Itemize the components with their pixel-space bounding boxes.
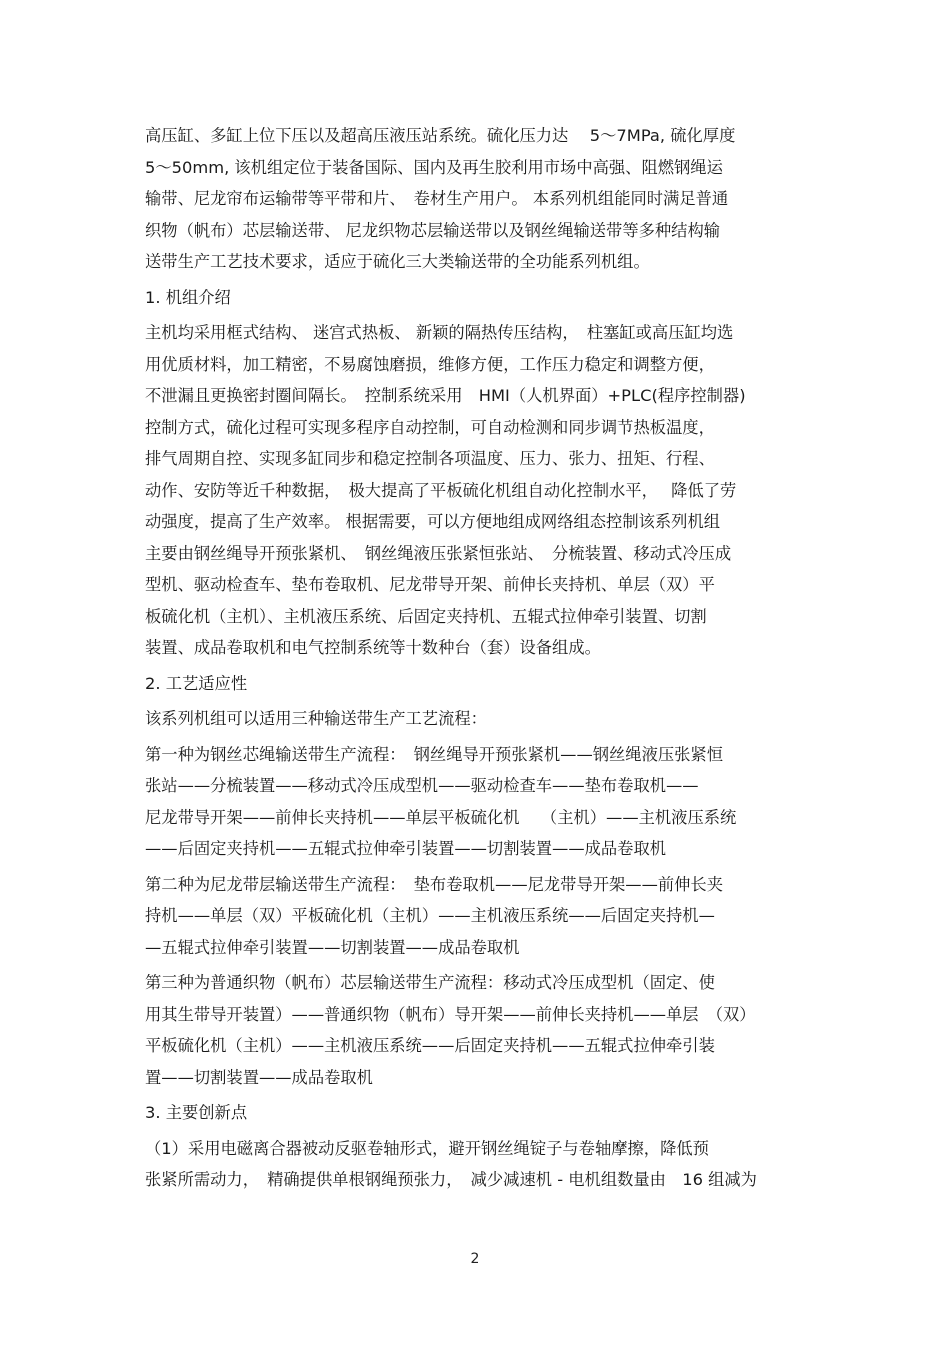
text-line: —五辊式拉伸牵引装置——切割装置——成品卷取机: [145, 937, 520, 957]
text-line: （1）采用电磁离合器被动反驱卷轴形式，避开钢丝绳锭子与卷轴摩擦，降低预: [145, 1138, 709, 1158]
document-body: [145, 120, 810, 1196]
text-line: 主要由钢丝绳导开预张紧机、 钢丝绳液压张紧恒张站、 分梳装置、移动式冷压成: [145, 543, 732, 563]
text-line: 张站——分梳装置——移动式冷压成型机——驱动检查车——垫布卷取机——: [145, 776, 699, 795]
section1-paragraph: [145, 317, 810, 664]
section-heading-2: 2. 工艺适应性: [145, 673, 248, 693]
text-line: 装置、成品卷取机和电气控制系统等十数种台（套）设备组成。: [145, 638, 601, 657]
text-line: 用优质材料，加工精密，不易腐蚀磨损，维修方便，工作压力稳定和调整方便，: [145, 354, 715, 374]
text-line: 型机、驱动检查车、垫布卷取机、尼龙带导开架、前伸长夹持机、单层（双）平: [145, 575, 715, 594]
text-line: 第三种为普通织物（帆布）芯层输送带生产流程：移动式冷压成型机（固定、使: [145, 973, 715, 992]
text-line: 第一种为钢丝芯绳输送带生产流程： 钢丝绳导开预张紧机——钢丝绳液压张紧恒: [145, 744, 723, 764]
flow3-paragraph: [145, 967, 810, 1093]
text-line: 置——切割装置——成品卷取机: [145, 1067, 373, 1087]
text-line: 排气周期自控、实现多缸同步和稳定控制各项温度、压力、张力、扭矩、行程、: [145, 449, 715, 468]
text-line: 织物（帆布）芯层输送带、 尼龙织物芯层输送带以及钢丝绳输送带等多种结构输: [145, 220, 721, 240]
section2-intro: 该系列机组可以适用三种输送带生产工艺流程：: [145, 709, 487, 728]
text-line: 动作、安防等近千种数据， 极大提高了平板硫化机组自动化控制水平， 降低了劳: [145, 480, 737, 500]
text-line: 输带、尼龙帘布运输带等平带和片、 卷材生产用户。 本系列机组能同时满足普通: [145, 189, 729, 208]
text-line: 第二种为尼龙带层输送带生产流程： 垫布卷取机——尼龙带导开架——前伸长夹: [145, 874, 723, 894]
flow1-paragraph: [145, 739, 810, 865]
text-line: 动强度，提高了生产效率。 根据需要，可以方便地组成网络组态控制该系列机组: [145, 512, 721, 531]
text-line: 张紧所需动力， 精确提供单根钢绳预张力， 减少减速机 - 电机组数量由 16 组减为: [145, 1170, 757, 1189]
text-line: 平板硫化机（主机）——主机液压系统——后固定夹持机——五辊式拉伸牵引装: [145, 1036, 715, 1055]
text-line: 主机均采用框式结构、 迷宫式热板、 新颖的隔热传压结构， 柱塞缸或高压缸均选: [145, 323, 734, 342]
text-line: 高压缸、多缸上位下压以及超高压液压站系统。硫化压力达 5～7MPa, 硫化厚度: [145, 126, 736, 145]
text-line: 送带生产工艺技术要求，适应于硫化三大类输送带的全功能系列机组。: [145, 252, 650, 271]
text-line: 控制方式，硫化过程可实现多程序自动控制，可自动检测和同步调节热板温度，: [145, 417, 715, 437]
text-line: 用其生带导开装置）——普通织物（帆布）导开架——前伸长夹持机——单层 （双）: [145, 1004, 756, 1024]
text-line: 尼龙带导开架——前伸长夹持机——单层平板硫化机 （主机）——主机液压系统: [145, 807, 737, 827]
text-line: 板硫化机（主机）、主机液压系统、后固定夹持机、五辊式拉伸牵引装置、切割: [145, 606, 707, 626]
text-line: 5～50mm, 该机组定位于装备国际、国内及再生胶利用市场中高强、阻燃钢绳运: [145, 157, 723, 177]
text-line: 持机——单层（双）平板硫化机（主机）——主机液压系统——后固定夹持机—: [145, 906, 715, 925]
text-line: ——后固定夹持机——五辊式拉伸牵引装置——切割装置——成品卷取机: [145, 839, 667, 858]
innovation1-paragraph: [145, 1133, 810, 1196]
section-heading-1: 1. 机组介绍: [145, 287, 231, 307]
section-heading-3: 3. 主要创新点: [145, 1103, 248, 1122]
page-number: 2: [470, 1251, 480, 1267]
intro-paragraph: [145, 120, 810, 278]
flow2-paragraph: [145, 869, 810, 964]
text-line: 不泄漏且更换密封圈间隔长。 控制系统采用 HMI（人机界面）+PLC(程序控制器): [145, 386, 746, 405]
